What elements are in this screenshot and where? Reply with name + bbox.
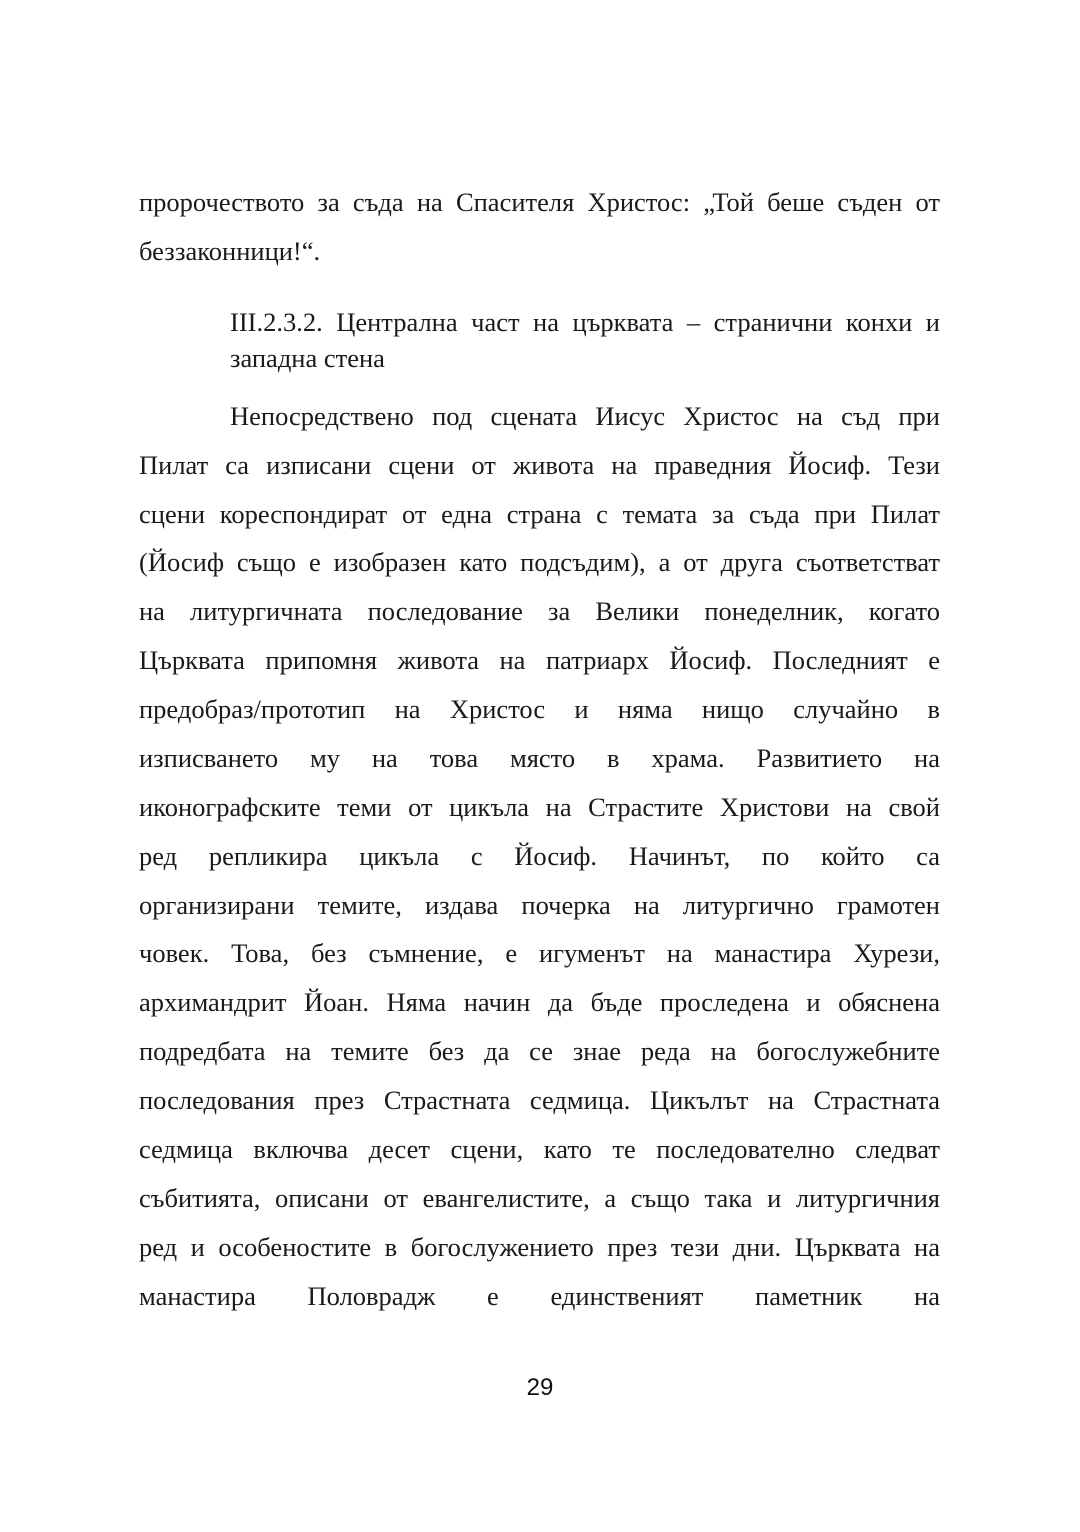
heading-line: III.2.3.2. Централна част на църквата – странични конхи и — [230, 307, 940, 337]
text-line: изписването му на това място в храма. Развитието на — [139, 743, 940, 773]
text-line: на литургичната последование за Велики понеделник, когато — [139, 596, 940, 626]
text-line: иконографските теми от цикъла на Страстите Христови на свой — [139, 792, 940, 822]
text-line: предобраз/прототип на Христос и няма нищо случайно в — [139, 694, 940, 724]
text-line: организирани темите, издава почерка на литургично грамотен — [139, 890, 940, 920]
text-line: седмица включва десет сцени, като те последователно следват — [139, 1134, 940, 1164]
text-line: ред и особеностите в богослужението през тези дни. Църквата на — [139, 1232, 940, 1262]
heading-line: западна стена — [230, 343, 385, 373]
text-line: беззаконници!“. — [139, 236, 321, 266]
text-line: (Йосиф също е изобразен като подсъдим), а от друга съответстват — [139, 547, 940, 577]
text-line: последования през Страстната седмица. Цикълът на Страстната — [139, 1085, 940, 1115]
page-number: 29 — [526, 1374, 554, 1401]
text-line: ред репликира цикъла с Йосиф. Начинът, по който са — [139, 841, 940, 871]
text-line: човек. Това, без съмнение, е игуменът на манастира Хурези, — [139, 938, 940, 968]
text-line: подредбата на темите без да се знае реда на богослужебните — [139, 1036, 940, 1066]
text-line: сцени кореспондират от една страна с темата за съда при Пилат — [139, 499, 940, 529]
text-line: пророчеството за съда на Спасителя Христос: „Той беше съден от — [139, 187, 940, 217]
text-line: архимандрит Йоан. Няма начин да бъде проследена и обяснена — [139, 987, 940, 1017]
text-line: Непосредствено под сцената Иисус Христос на съд при — [230, 401, 940, 431]
text-line: Църквата припомня живота на патриарх Йосиф. Последният е — [139, 645, 940, 675]
text-line: събитията, описани от евангелистите, а също така и литургичния — [139, 1183, 940, 1213]
text-line: манастира Половрадж е единственият паметник на — [139, 1281, 940, 1311]
text-line: Пилат са изписани сцени от живота на праведния Йосиф. Тези — [139, 450, 940, 480]
